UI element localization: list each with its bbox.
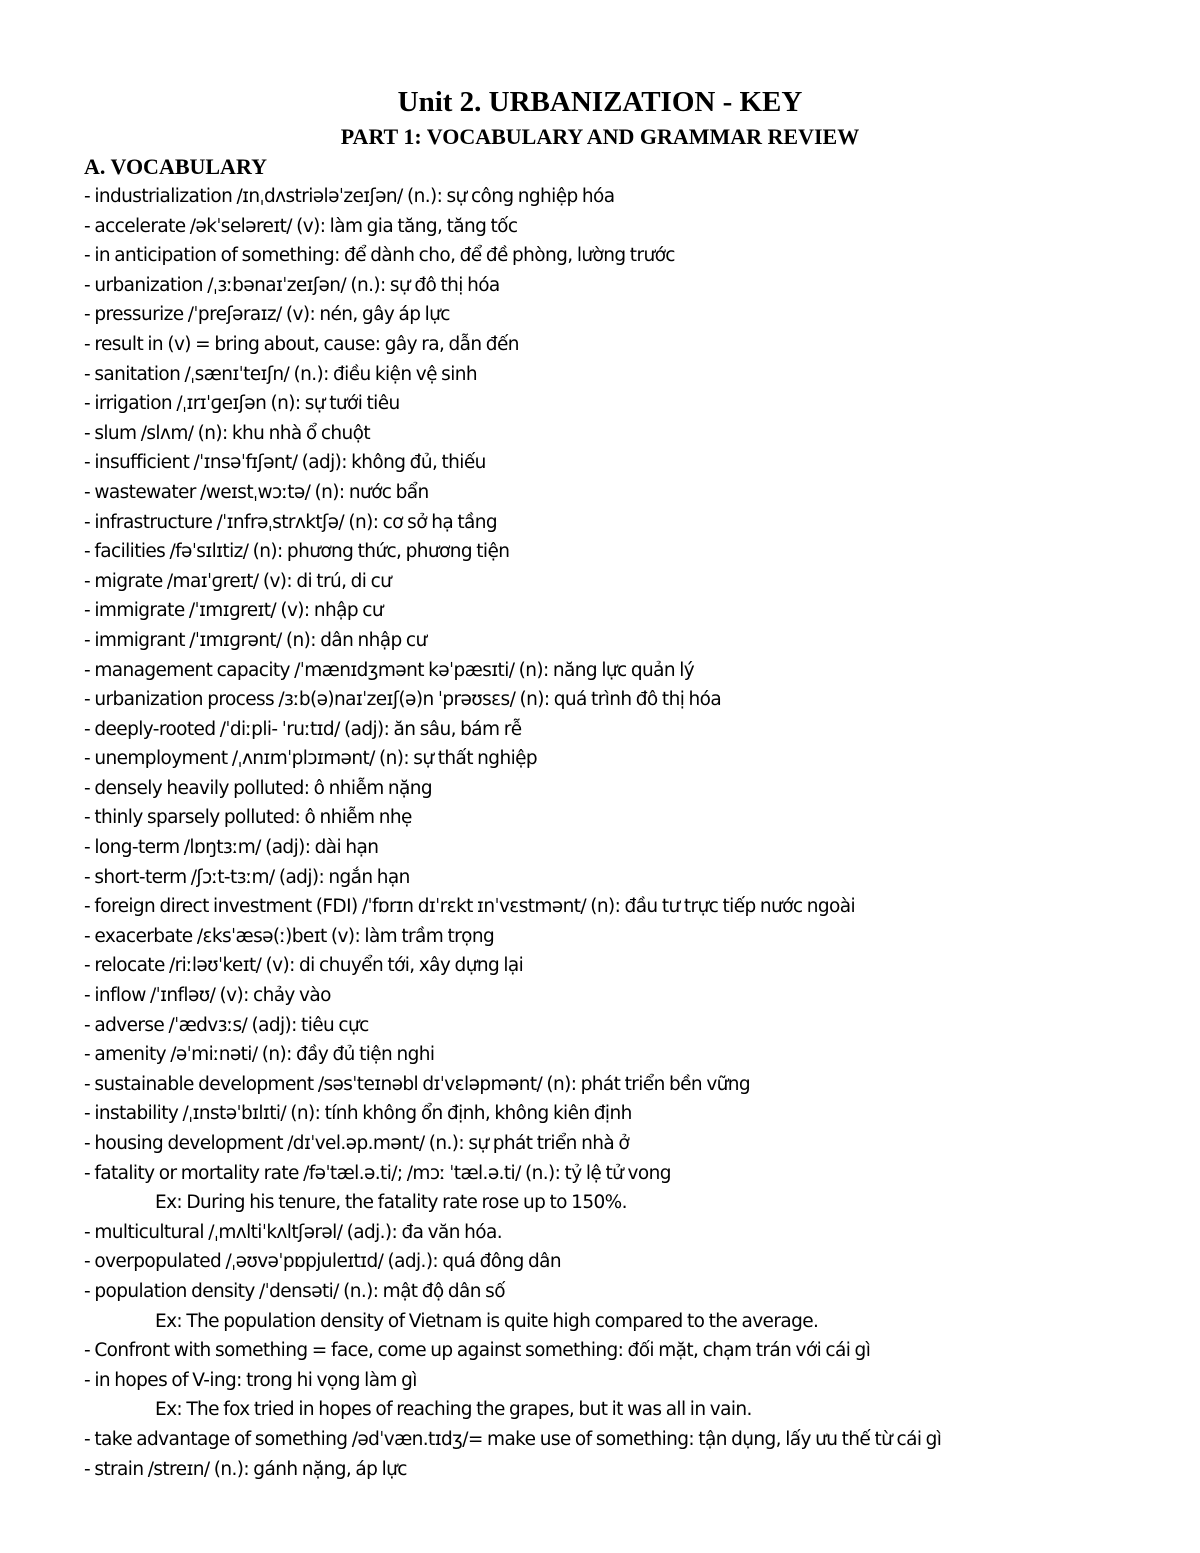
vocab-entry: - population density /ˈdensəti/ (n.): mật độ dân số bbox=[84, 1280, 505, 1302]
vocab-entry: - amenity /əˈmiːnəti/ (n): đầy đủ tiện nghi bbox=[84, 1044, 435, 1066]
page-title: Unit 2. URBANIZATION - KEY bbox=[397, 86, 803, 118]
vocab-entry: - pressurize /ˈpreʃəraɪz/ (v): nén, gây áp lực bbox=[84, 304, 450, 326]
vocab-entry: - adverse /ˈædvɜːs/ (adj): tiêu cực bbox=[84, 1014, 369, 1036]
vocab-entry: - result in (v) = bring about, cause: gây ra, dẫn đến bbox=[84, 333, 519, 355]
vocab-entry: - deeply-rooted /ˈdiːpli- ˈruːtɪd/ (adj): ăn sâu, bám rễ bbox=[84, 718, 522, 740]
vocab-entry: - slum /slʌm/ (n): khu nhà ổ chuột bbox=[84, 422, 371, 444]
vocab-entry: - management capacity /ˈmænɪdʒmənt kəˈpæsɪti/ (n): năng lực quản lý bbox=[84, 659, 695, 681]
vocab-entry: - fatality or mortality rate /fəˈtæl.ə.ti/; /mɔː ˈtæl.ə.ti/ (n.): tỷ lệ tử vong bbox=[84, 1162, 671, 1184]
vocab-entry: - migrate /maɪˈɡreɪt/ (v): di trú, di cư bbox=[84, 570, 392, 592]
vocab-entry: - housing development /dɪˈvel.əp.mənt/ (n.): sự phát triển nhà ở bbox=[84, 1133, 630, 1154]
vocab-entry: - unemployment /ˌʌnɪmˈplɔɪmənt/ (n): sự thất nghiệp bbox=[84, 748, 538, 770]
vocab-entry: - multicultural /ˌmʌltiˈkʌltʃərəl/ (adj.): đa văn hóa. bbox=[84, 1221, 502, 1243]
vocab-entry: - industrialization /ɪnˌdʌstriələˈzeɪʃən/ (n.): sự công nghiệp hóa bbox=[84, 186, 615, 207]
vocab-entry: - short-term /ʃɔːt-tɜːm/ (adj): ngắn hạn bbox=[84, 866, 410, 888]
vocab-entry: - exacerbate /ɛksˈæsə(ː)beɪt (v): làm trầm trọng bbox=[84, 925, 495, 947]
vocab-entry: - long-term /lɒŋtɜːm/ (adj): dài hạn bbox=[84, 837, 379, 859]
part-heading: PART 1: VOCABULARY AND GRAMMAR REVIEW bbox=[340, 124, 860, 149]
vocab-entry: - take advantage of something /ədˈvæn.tɪdʒ/= make use of something: tận dụng, lấy ưu thế từ cái gì bbox=[84, 1428, 942, 1450]
vocab-entry: - infrastructure /ˈɪnfrəˌstrʌktʃə/ (n): cơ sở hạ tầng bbox=[84, 511, 498, 533]
vocab-entry: - thinly sparsely polluted: ô nhiễm nhẹ bbox=[84, 807, 412, 829]
vocabulary-list bbox=[84, 182, 1174, 1484]
vocab-entry: - relocate /riːləʊˈkeɪt/ (v): di chuyển tới, xây dựng lại bbox=[84, 955, 524, 977]
vocab-entry: - overpopulated /ˌəʊvəˈpɒpjuleɪtɪd/ (adj.): quá đông dân bbox=[84, 1251, 562, 1273]
vocab-entry: - sanitation /ˌsænɪˈteɪʃn/ (n.): điều kiện vệ sinh bbox=[84, 363, 477, 385]
vocab-entry: - in anticipation of something: để dành cho, để đề phòng, lường trước bbox=[84, 245, 675, 267]
vocab-entry: - densely heavily polluted: ô nhiễm nặng bbox=[84, 777, 433, 799]
vocab-entry: - wastewater /weɪstˌwɔːtə/ (n): nước bẩn bbox=[84, 481, 429, 503]
vocab-entry: - accelerate /əkˈseləreɪt/ (v): làm gia tăng, tăng tốc bbox=[84, 215, 518, 237]
vocab-entry: - sustainable development /səsˈteɪnəbl dɪˈvɛləpmənt/ (n): phát triển bền vững bbox=[84, 1073, 751, 1095]
vocab-entry: - inflow /ˈɪnfləʊ/ (v): chảy vào bbox=[84, 985, 331, 1007]
vocab-entry: - strain /streɪn/ (n.): gánh nặng, áp lực bbox=[84, 1458, 407, 1480]
vocab-entry: - urbanization /ˌɜːbənaɪˈzeɪʃən/ (n.): sự đô thị hóa bbox=[84, 274, 500, 296]
vocab-entry: - urbanization process /ɜːb(ə)naɪˈzeɪʃ(ə)n ˈprəʊsɛs/ (n): quá trình đô thị hóa bbox=[84, 689, 722, 711]
vocab-entry: - instability /ˌɪnstəˈbɪlɪti/ (n): tính không ổn định, không kiên định bbox=[84, 1103, 632, 1125]
section-heading: A. VOCABULARY bbox=[84, 154, 267, 179]
vocab-entry: - foreign direct investment (FDI) /ˈfɒrɪn dɪˈrɛkt ɪnˈvɛstmənt/ (n): đầu tư trực tiếp nước ngoài bbox=[84, 896, 856, 918]
vocab-entry: - in hopes of V-ing: trong hi vọng làm gì bbox=[84, 1369, 417, 1391]
example-sentence: Ex: The fox tried in hopes of reaching the grapes, but it was all in vain. bbox=[155, 1399, 752, 1421]
example-sentence: Ex: During his tenure, the fatality rate rose up to 150%. bbox=[155, 1192, 627, 1214]
vocab-entry: - immigrant /ˈɪmɪɡrənt/ (n): dân nhập cư bbox=[84, 629, 427, 651]
example-sentence: Ex: The population density of Vietnam is quite high compared to the average. bbox=[155, 1310, 819, 1332]
vocab-entry: - facilities /fəˈsɪlɪtiz/ (n): phương thức, phương tiện bbox=[84, 541, 510, 563]
vocab-entry: - insufficient /ˈɪnsəˈfɪʃənt/ (adj): không đủ, thiếu bbox=[84, 452, 486, 474]
vocab-entry: - Confront with something = face, come up against something: đối mặt, chạm trán với cái gì bbox=[84, 1340, 871, 1362]
vocab-entry: - irrigation /ˌɪrɪˈɡeɪʃən (n): sự tưới tiêu bbox=[84, 393, 400, 415]
vocab-entry: - immigrate /ˈɪmɪɡreɪt/ (v): nhập cư bbox=[84, 600, 383, 622]
